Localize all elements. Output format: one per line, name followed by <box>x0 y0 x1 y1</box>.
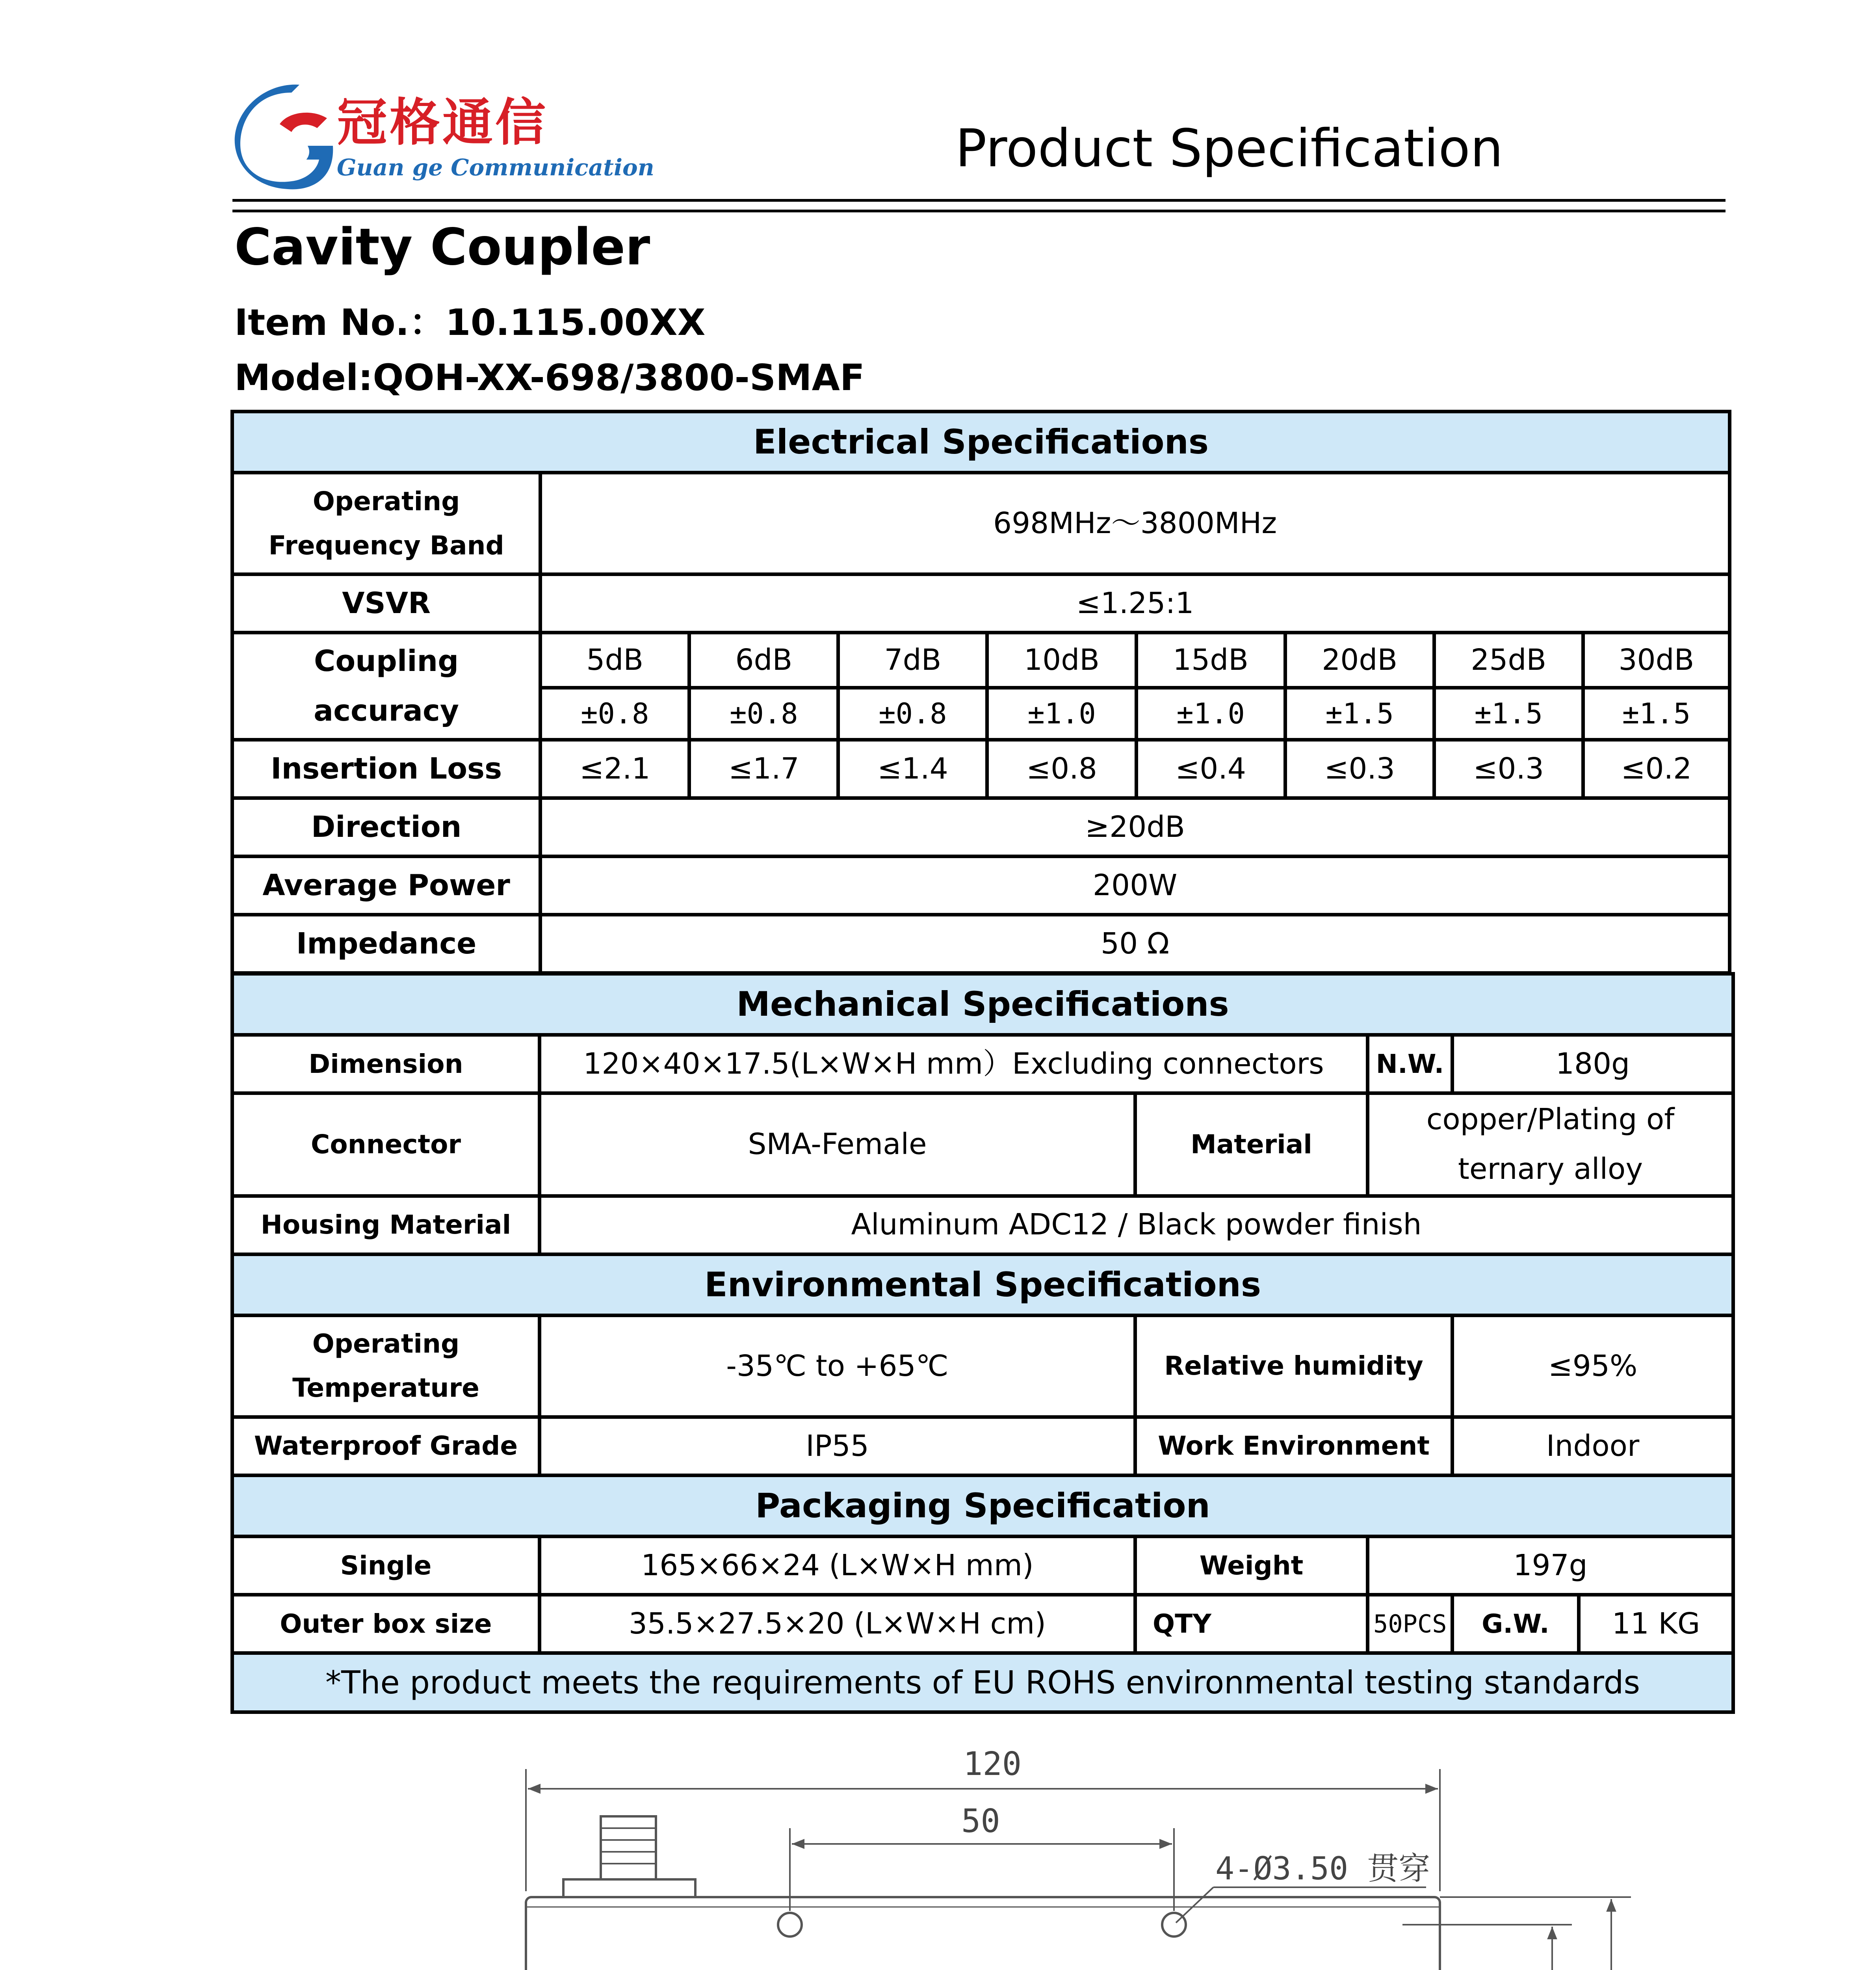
insertion-loss-value: ≤0.4 <box>1136 740 1285 798</box>
accuracy-value: ±0.8 <box>838 688 987 740</box>
average-power-label: Average Power <box>232 857 541 915</box>
coupling-value: 6dB <box>689 633 838 688</box>
single-package-label: Single <box>232 1537 540 1595</box>
logo-mark <box>235 85 333 190</box>
insertion-loss-value: ≤2.1 <box>541 740 689 798</box>
relative-humidity-label: Relative humidity <box>1135 1315 1453 1417</box>
waterproof-grade-value: IP55 <box>540 1417 1135 1475</box>
gross-weight-value: 11 KG <box>1579 1595 1733 1653</box>
quantity-label: QTY <box>1135 1595 1368 1653</box>
accuracy-value: ±1.0 <box>1136 688 1285 740</box>
insertion-loss-value: ≤1.4 <box>838 740 987 798</box>
document-type: Product Specification <box>955 118 1503 179</box>
spec-table <box>230 410 1731 975</box>
technical-drawing <box>0 1718 1876 1970</box>
average-power-value: 200W <box>541 857 1730 915</box>
model-line <box>234 357 865 399</box>
item-number: 10.115.00XX <box>445 301 706 344</box>
waterproof-grade-label: Waterproof Grade <box>232 1417 540 1475</box>
accuracy-value: ±1.0 <box>987 688 1136 740</box>
single-package-value: 165×66×24 (L×W×H mm) <box>540 1537 1135 1595</box>
mounting-hole <box>778 1913 802 1937</box>
material-label: Material <box>1135 1093 1368 1196</box>
weight-value: 197g <box>1368 1537 1733 1595</box>
model-label: Model: <box>234 357 373 399</box>
housing-material-label: Housing Material <box>232 1196 540 1254</box>
packaging-section-header: Packaging Specification <box>232 1475 1733 1536</box>
insertion-loss-value: ≤0.3 <box>1434 740 1583 798</box>
coupling-value: 15dB <box>1136 633 1285 688</box>
product-title: Cavity Coupler <box>234 218 650 277</box>
spec-table-lower <box>230 972 1735 1714</box>
accuracy-value: ±0.8 <box>689 688 838 740</box>
housing-material-value: Aluminum ADC12 / Black powder finish <box>540 1196 1733 1254</box>
dimension-value: 120×40×17.5(L×W×H mm）Excluding connectors <box>540 1035 1368 1093</box>
coupling-value: 30dB <box>1583 633 1729 688</box>
direction-value: ≥20dB <box>541 798 1730 857</box>
logo-chinese-name: 冠格通信 <box>337 93 548 152</box>
coupling-value: 7dB <box>838 633 987 688</box>
insertion-loss-value: ≤0.3 <box>1285 740 1434 798</box>
gross-weight-label: G.W. <box>1453 1595 1579 1653</box>
accuracy-value: ±1.5 <box>1434 688 1583 740</box>
operating-temperature-label: Operating Temperature <box>232 1315 540 1417</box>
model-number: QOH-XX-698/3800-SMAF <box>373 357 865 399</box>
coupling-value: 25dB <box>1434 633 1583 688</box>
accuracy-value: ±1.5 <box>1285 688 1434 740</box>
coupling-accuracy-label: Coupling accuracy <box>232 633 541 740</box>
outer-box-size-label: Outer box size <box>232 1595 540 1653</box>
relative-humidity-value: ≤95% <box>1453 1315 1733 1417</box>
connector-value: SMA-Female <box>540 1093 1135 1196</box>
impedance-value: 50 Ω <box>541 915 1730 973</box>
environmental-section-header: Environmental Specifications <box>232 1254 1733 1315</box>
logo-english-name: Guan ge Communication <box>337 154 654 181</box>
insertion-loss-value: ≤0.2 <box>1583 740 1729 798</box>
frequency-band-label: Operating Frequency Band <box>232 473 541 574</box>
work-environment-label: Work Environment <box>1135 1417 1453 1475</box>
coupling-value: 20dB <box>1285 633 1434 688</box>
company-logo <box>232 81 654 191</box>
insertion-loss-value: ≤0.8 <box>987 740 1136 798</box>
dim-total-length: 120 <box>963 1745 1022 1783</box>
coupling-value: 5dB <box>541 633 689 688</box>
insertion-loss-value: ≤1.7 <box>689 740 838 798</box>
accuracy-value: ±0.8 <box>541 688 689 740</box>
hole-callout: 4-Ø3.50 贯穿 <box>1215 1850 1430 1887</box>
header-rule <box>232 199 1726 212</box>
dimension-label: Dimension <box>232 1035 540 1093</box>
operating-temperature-value: -35℃ to +65℃ <box>540 1315 1135 1417</box>
impedance-label: Impedance <box>232 915 541 973</box>
item-number-label: Item No.： <box>234 301 446 344</box>
mechanical-section-header: Mechanical Specifications <box>232 974 1733 1035</box>
accuracy-value: ±1.5 <box>1583 688 1729 740</box>
electrical-section-header: Electrical Specifications <box>232 412 1730 473</box>
item-number-line <box>234 294 706 346</box>
outer-box-size-value: 35.5×27.5×20 (L×W×H cm) <box>540 1595 1135 1653</box>
weight-label: Weight <box>1135 1537 1368 1595</box>
material-value: copper/Plating of ternary alloy <box>1368 1093 1733 1196</box>
net-weight-label: N.W. <box>1368 1035 1453 1093</box>
insertion-loss-label: Insertion Loss <box>232 740 541 798</box>
vswr-value: ≤1.25:1 <box>541 574 1730 633</box>
dim-hole-spacing: 50 <box>961 1803 1000 1840</box>
vswr-label: VSVR <box>232 574 541 633</box>
rohs-compliance-note: *The product meets the requirements of EU ROHS environmental testing standards <box>232 1653 1733 1712</box>
net-weight-value: 180g <box>1453 1035 1733 1093</box>
quantity-value: 50PCS <box>1368 1595 1453 1653</box>
dimension-lines <box>526 1769 1631 1970</box>
direction-label: Direction <box>232 798 541 857</box>
connector-label: Connector <box>232 1093 540 1196</box>
work-environment-value: Indoor <box>1453 1417 1733 1475</box>
coupling-value: 10dB <box>987 633 1136 688</box>
frequency-band-value: 698MHz～3800MHz <box>541 473 1730 574</box>
